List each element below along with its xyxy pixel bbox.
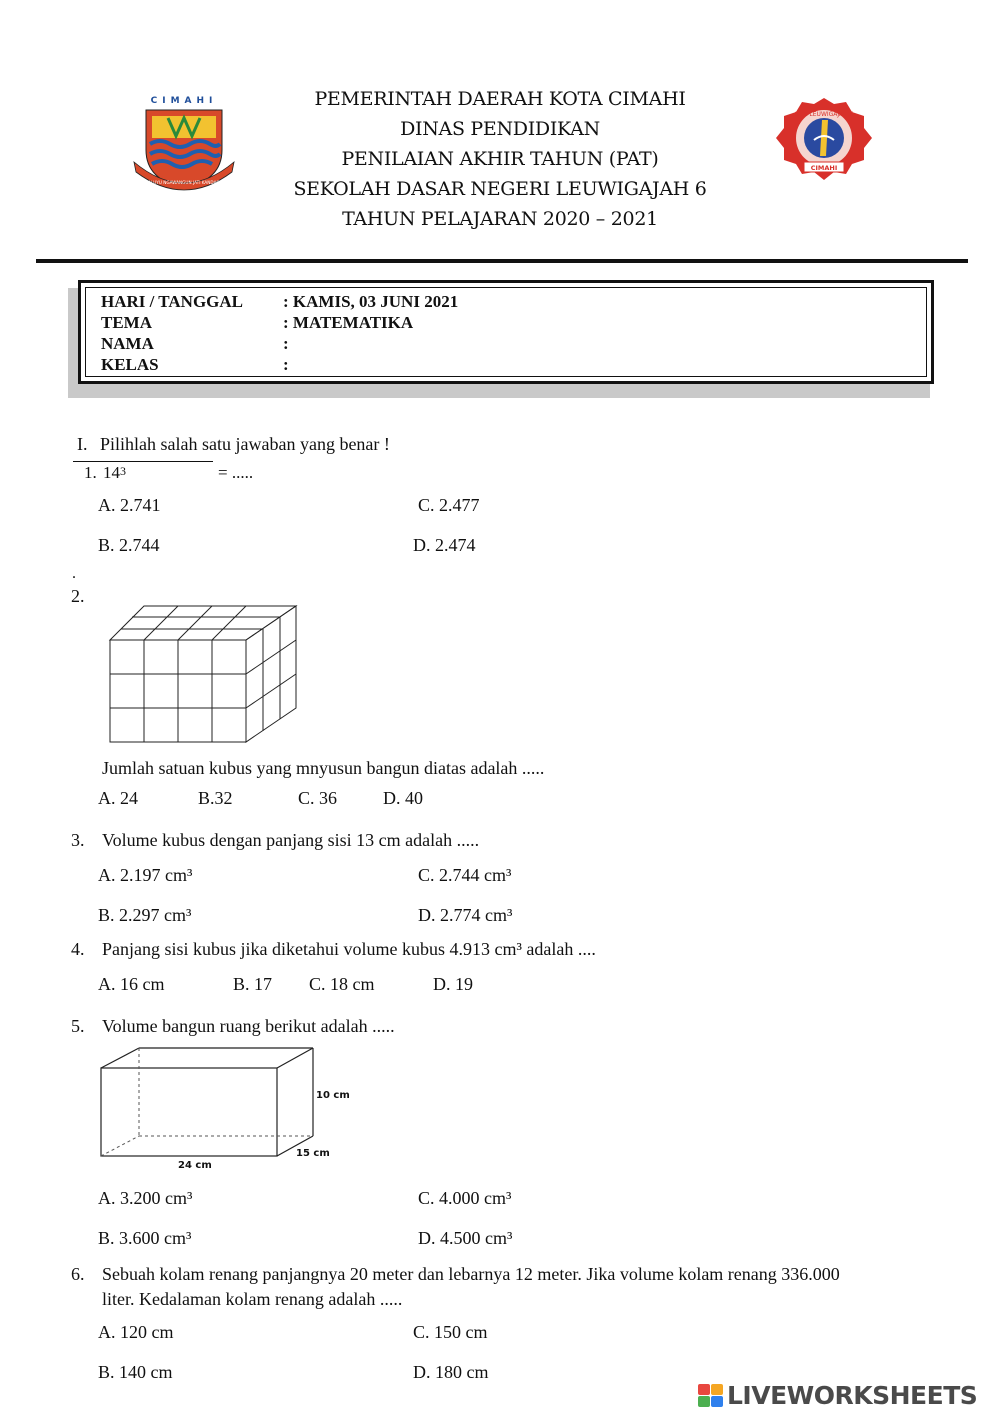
q1-option-b: B. 2.744 <box>98 535 160 555</box>
q3-option-c: C. 2.744 cm³ <box>418 865 512 885</box>
q1-suffix: = ..... <box>218 463 254 482</box>
section-instruction: Pilihlah salah satu jawaban yang benar ! <box>100 434 390 454</box>
q1-exponent: 3 <box>120 464 126 478</box>
q1-expression <box>103 462 126 484</box>
q6-option-c: C. 150 cm <box>413 1322 488 1342</box>
q2-option-d: D. 40 <box>383 788 423 808</box>
q4-text: Panjang sisi kubus jika diketahui volume kubus 4.913 cm³ adalah .... <box>102 939 596 959</box>
q4-option-a: A. 16 cm <box>98 974 165 994</box>
section-numeral: I. <box>77 434 88 454</box>
width-label: 15 cm <box>296 1148 330 1159</box>
header-divider <box>36 259 968 263</box>
q3-option-a: A. 2.197 cm³ <box>98 865 193 885</box>
logo-text: CIMAHI <box>150 96 218 106</box>
q6-option-d: D. 180 cm <box>413 1362 489 1382</box>
cube-stack-figure <box>108 604 300 744</box>
info-value: : <box>283 355 289 374</box>
info-row-date <box>101 292 458 312</box>
info-row-name <box>101 334 289 354</box>
q2-number: 2. <box>71 586 85 606</box>
q6-text-line-2: liter. Kedalaman kolam renang adalah ..... <box>102 1289 403 1309</box>
header-line-2: DINAS PENDIDIKAN <box>400 118 600 140</box>
q6-text-line-1: Sebuah kolam renang panjangnya 20 meter dan lebarnya 12 meter. Jika volume kolam renang 336.000 <box>102 1264 840 1284</box>
school-logo-text: SDN LEUWIGAJAH 6 <box>794 111 854 118</box>
length-label: 24 cm <box>178 1160 212 1171</box>
q4-number: 4. <box>71 939 85 959</box>
q5-option-c: C. 4.000 cm³ <box>418 1188 512 1208</box>
q2-option-b: B.32 <box>198 788 233 808</box>
info-value: : <box>283 334 289 353</box>
header-line-1: PEMERINTAH DAERAH KOTA CIMAHI <box>314 88 686 110</box>
q2-option-c: C. 36 <box>298 788 338 808</box>
q2-text: Jumlah satuan kubus yang mnyusun bangun diatas adalah ..... <box>102 758 545 778</box>
info-value: : KAMIS, 03 JUNI 2021 <box>283 292 459 311</box>
info-key: TEMA <box>101 313 152 332</box>
q5-option-d: D. 4.500 cm³ <box>418 1228 513 1248</box>
logo-motto: SALUYU NGAWANGUN JATI KANDAGA <box>145 180 223 185</box>
q6-number: 6. <box>71 1264 85 1284</box>
cimahi-logo <box>128 92 240 196</box>
school-logo <box>770 94 878 186</box>
q3-text: Volume kubus dengan panjang sisi 13 cm adalah ..... <box>102 830 480 850</box>
q5-option-b: B. 3.600 cm³ <box>98 1228 192 1248</box>
info-key: NAMA <box>101 334 154 353</box>
q1-base: 14 <box>103 463 120 482</box>
q1-option-a: A. 2.741 <box>98 495 161 515</box>
q3-option-d: D. 2.774 cm³ <box>418 905 513 925</box>
q1-option-c: C. 2.477 <box>418 495 480 515</box>
info-key: HARI / TANGGAL <box>101 292 244 311</box>
q3-number: 3. <box>71 830 85 850</box>
q5-option-a: A. 3.200 cm³ <box>98 1188 193 1208</box>
info-value: : MATEMATIKA <box>283 313 414 332</box>
q5-number: 5. <box>71 1016 85 1036</box>
q3-option-b: B. 2.297 cm³ <box>98 905 192 925</box>
header-line-4: SEKOLAH DASAR NEGERI LEUWIGAJAH 6 <box>293 178 707 200</box>
header-title <box>250 84 750 234</box>
q1-option-d: D. 2.474 <box>413 535 476 555</box>
header-line-3: PENILAIAN AKHIR TAHUN (PAT) <box>341 148 659 170</box>
liveworksheets-text: LIVEWORKSHEETS <box>727 1380 978 1410</box>
liveworksheets-brand[interactable] <box>698 1378 977 1412</box>
info-row-theme <box>101 313 413 333</box>
q4-option-c: C. 18 cm <box>309 974 375 994</box>
info-key: KELAS <box>101 355 159 374</box>
height-label: 10 cm <box>316 1090 350 1101</box>
q6-option-a: A. 120 cm <box>98 1322 174 1342</box>
info-row-class <box>101 355 289 375</box>
cuboid-figure <box>98 1044 358 1174</box>
stray-dot: . <box>72 565 76 582</box>
liveworksheets-logo-icon <box>698 1384 723 1407</box>
school-logo-banner: CIMAHI <box>810 164 838 172</box>
q4-option-d: D. 19 <box>433 974 473 994</box>
q1-number: 1. <box>84 463 97 482</box>
q5-text: Volume bangun ruang berikut adalah ..... <box>102 1016 395 1036</box>
q2-option-a: A. 24 <box>98 788 138 808</box>
q6-option-b: B. 140 cm <box>98 1362 173 1382</box>
header-line-5: TAHUN PELAJARAN 2020 – 2021 <box>342 208 658 230</box>
info-box <box>78 280 934 384</box>
q4-option-b: B. 17 <box>233 974 273 994</box>
